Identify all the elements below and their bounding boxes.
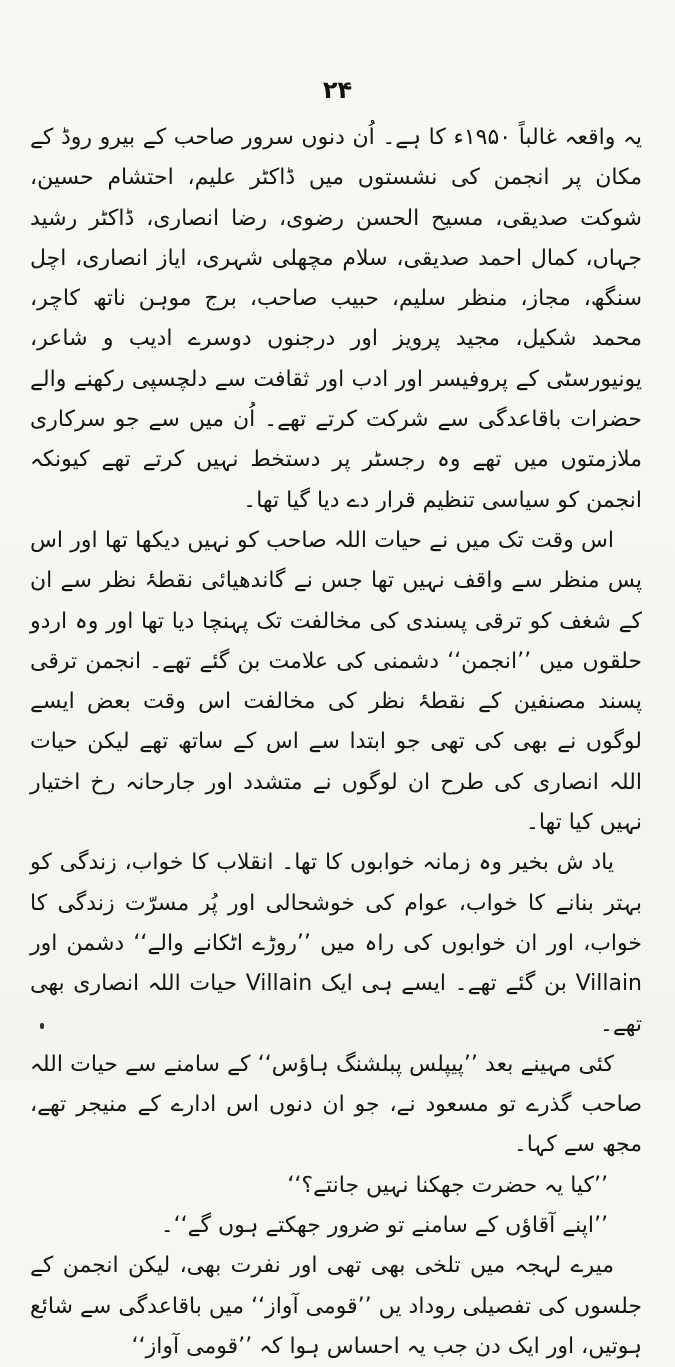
paragraph-1: یہ واقعہ غالباً ۱۹۵۰ء کا ہے۔ اُن دنوں سرور صاحب کے بیرو روڈ کے مکان پر انجمن کی نشستوں میں ڈاکٹر علیم، احتشام حسین، شوکت صدیقی، مسیح الحسن رضوی، رضا انصاری، ڈاکٹر رشید جہاں، کمال احمد صدیقی، سلام مچھلی شہری، ایاز انصاری، اچل سنگھ، مجاز، منظر سلیم، حبیب صاحب، برج موہن ناتھ کاچر، محمد شکیل، مجید پرویز اور درجنوں دوسرے ادیب و شاعر، یونیورسٹی کے پروفیسر اور ادب اور ثقافت سے دلچسپی رکھنے والے حضرات باقاعدگی سے شرکت کرتے تھے۔ اُن میں سے جو سرکاری ملازمتوں میں تھے وہ رجسٹر پر دستخط نہیں کرتے تھے کیونکہ انجمن کو سیاسی تنظیم قرار دے دیا گیا تھا۔ xyxy=(30,125,642,513)
paragraph-3: یاد ش بخیر وہ زمانہ خوابوں کا تھا۔ انقلاب کا خواب، زندگی کو بہتر بنانے کا خواب، عوام کی خوشحالی اور پُر مسرّت زندگی کا خواب، اور ان خوابوں کی راہ میں ’’روڑے اٹکانے والے‘‘ دشمن اور Villain بن گئے تھے۔ ایسے ہی ایک Villain حیات اللہ انصاری بھی تھے۔ xyxy=(30,850,643,1037)
paragraph-4: کئی مہینے بعد ’’پیپلس پبلشنگ ہاؤس‘‘ کے سامنے سے حیات اللہ صاحب گذرے تو مسعود نے، جو ان دنوں اس ادارے کے منیجر تھے، مجھ سے کہا۔ xyxy=(30,1051,642,1158)
quote-2: ’’اپنے آقاؤں کے سامنے تو ضرور جھکتے ہوں گے‘‘۔ xyxy=(160,1213,608,1239)
page-number: ۲۴ xyxy=(322,76,353,104)
paragraph-5: میرے لہجہ میں تلخی بھی تھی اور نفرت بھی، لیکن انجمن کے جلسوں کی تفصیلی روداد یں ’’قومی آواز‘‘ میں باقاعدگی سے شائع ہوتیں، اور ایک دن جب یہ احساس ہوا کہ ’’قومی آواز‘‘ xyxy=(30,1253,642,1359)
ink-speck xyxy=(40,1023,44,1029)
page-body xyxy=(30,118,642,1367)
quote-1: ’’کیا یہ حضرت جھکنا نہیں جانتے؟‘‘ xyxy=(287,1172,608,1198)
paragraph-2: اس وقت تک میں نے حیات اللہ صاحب کو نہیں دیکھا تھا اور اس پس منظر سے واقف نہیں تھا جس نے گاندھیائی نقطۂ نظر سے ان کے شغف کو ترقی پسندی کی مخالفت تک پہنچا دیا تھا اور وہ اردو حلقوں میں ’’انجمن‘‘ دشمنی کی علامت بن گئے تھے۔ انجمن ترقی پسند مصنفین کے نقطۂ نظر کی مخالفت اس وقت بعض ایسے لوگوں نے بھی کی تھی جو ابتدا سے اس کے ساتھ تھے لیکن حیات اللہ انصاری کی طرح ان لوگوں نے متشدد اور جارحانہ رخ اختیار نہیں کیا تھا۔ xyxy=(30,527,642,836)
